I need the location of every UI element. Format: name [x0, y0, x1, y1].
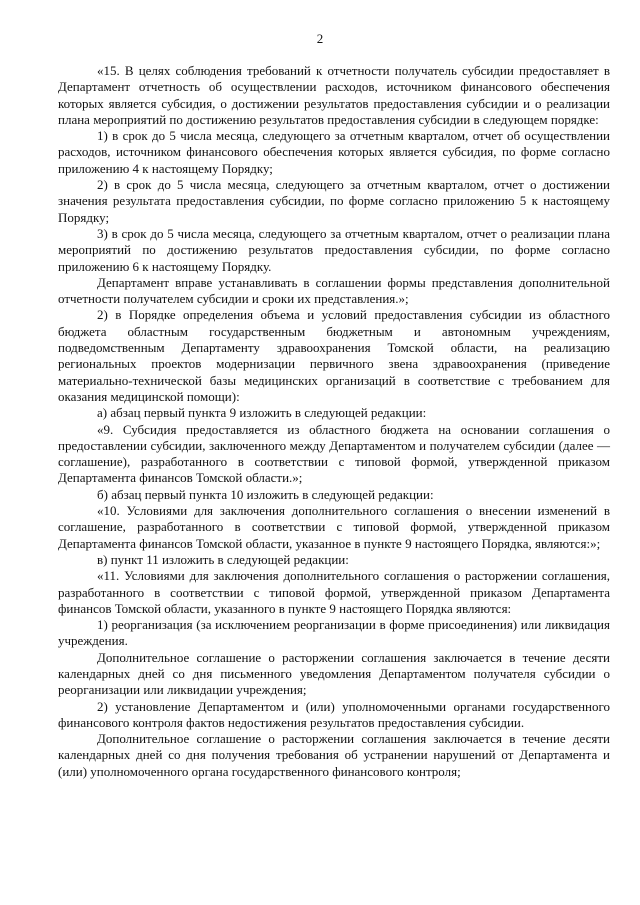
- paragraph-point-11-item-1: 1) реорганизация (за исключением реорганизации в форме присоединения) или ликвидация учреждения.: [58, 617, 610, 649]
- paragraph-amendment-a: а) абзац первый пункта 9 изложить в следующей редакции:: [97, 405, 427, 421]
- paragraph-point-11-item-1-note: Дополнительное соглашение о расторжении соглашения заключается в течение десяти календарных дней со дня письменного уведомления Департаментом получателя субсидии о реорганизации или ликвидации учреждения;: [58, 649, 610, 698]
- paragraph-point-11: «11. Условиями для заключения дополнительного соглашения о расторжении соглашения, разработанного в соответствии с типовой формой, утвержденной приказом Департамента финансов Томской области, указанного в пункте 9 настоящего Порядка являются:: [58, 568, 610, 616]
- paragraph-point-11-item-2-note: Дополнительное соглашение о расторжении соглашения заключается в течение десяти календарных дней со дня получения требования об устранении нарушений от Департамента и (или) уполномоченного органа государственного финансового контроля;: [58, 731, 610, 779]
- paragraph-point-11-item-2: 2) установление Департаментом и (или) уполномоченными органами государственного финансового контроля фактов недостижения результатов предоставления субсидии.: [58, 698, 610, 730]
- paragraph-15-item-2: 2) в срок до 5 числа месяца, следующего за отчетным кварталом, отчет о достижении значения результата предоставления субсидии, по форме согласно приложению 5 к настоящему Порядку;: [58, 177, 610, 225]
- paragraph-15-closing: Департамент вправе устанавливать в соглашении формы представления дополнительной отчетности получателем субсидии и сроки их представления.»;: [58, 274, 610, 307]
- paragraph-amendment-v: в) пункт 11 изложить в следующей редакции:: [97, 551, 349, 567]
- paragraph-15-item-3: 3) в срок до 5 числа месяца, следующего за отчетным кварталом, отчет о реализации плана мероприятий по достижению результатов предоставления субсидии, по форме согласно приложению 6 к настоящему Порядку.: [58, 225, 610, 274]
- page-number: 2: [316, 31, 324, 46]
- paragraph-15-intro: «15. В целях соблюдения требований к отчетности получатель субсидии предоставляет в Департамент отчетность об осуществлении расходов, источником финансового обеспечения которых является субсидия, о достижении результатов предоставления субсидии и о реализации плана мероприятий по достижению результатов предоставления субсидии в следующем порядке:: [58, 63, 610, 127]
- paragraph-point-10: «10. Условиями для заключения дополнительного соглашения о внесении изменений в соглашение, разработанного в соответствии с типовой формой, утвержденной приказом Департамента финансов Томской области, указанное в пункте 9 настоящего Порядка, являются:»;: [58, 503, 610, 551]
- paragraph-amendment-2: 2) в Порядке определения объема и условий предоставления субсидии из областного бюджета областным государственным бюджетным и автономным учреждениям, подведомственным Департаменту здравоохранения Томской области, на реализацию региональных проектов модернизации первичного звена здравоохранения (приведение материально-технической базы медицинских организаций в соответствие с требованием для оказания медицинской помощи):: [58, 307, 610, 404]
- document-body: [58, 63, 610, 780]
- paragraph-15-item-1: 1) в срок до 5 числа месяца, следующего за отчетным кварталом, отчет об осуществлении расходов, источником финансового обеспечения которых является субсидия, по форме согласно приложению 4 к настоящему Порядку;: [58, 128, 610, 176]
- paragraph-point-9: «9. Субсидия предоставляется из областного бюджета на основании соглашения о предоставлении субсидии, заключенного между Департаментом и получателем субсидии (далее — соглашение), разработанного в соответствии с типовой формой, утвержденной приказом Департамента финансов Томской области.»;: [58, 421, 610, 486]
- paragraph-amendment-b: б) абзац первый пункта 10 изложить в следующей редакции:: [97, 486, 434, 502]
